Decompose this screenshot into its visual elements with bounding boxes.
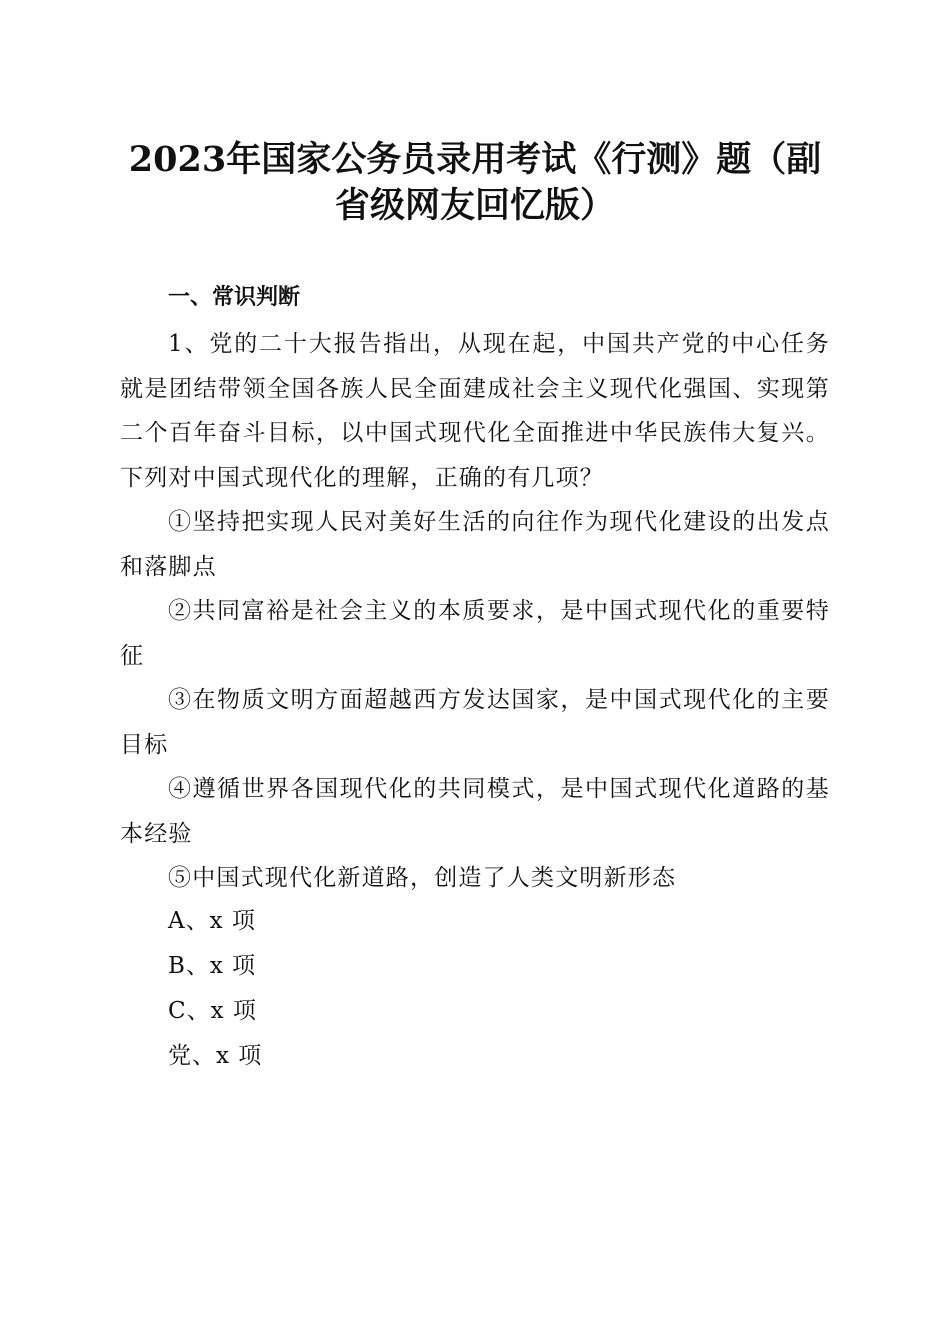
statement-item-5: ⑤中国式现代化新道路，创造了人类文明新形态 [168, 865, 677, 891]
statement-item [120, 856, 830, 901]
statement-item [120, 500, 830, 589]
document-title-line-1: 2023年国家公务员录用考试《行测》题（副 [128, 139, 822, 180]
statement-item-2: ②共同富裕是社会主义的本质要求，是中国式现代化的重要特征 [120, 598, 830, 669]
statement-item-3: ③在物质文明方面超越西方发达国家，是中国式现代化的主要目标 [120, 687, 830, 758]
answer-option-b: B、x 项 [168, 953, 257, 979]
statement-item [120, 678, 830, 767]
statement-item [120, 767, 830, 856]
statement-item-1: ①坚持把实现人民对美好生活的向往作为现代化建设的出发点和落脚点 [120, 509, 830, 580]
question-text: 1、党的二十大报告指出，从现在起，中国共产党的中心任务就是团结带领全国各族人民全面建成社会主义现代化强国、实现第二个百年奋斗目标，以中国式现代化全面推进中华民族伟大复兴。下列对中国式现代化的理解，正确的有几项？ [120, 331, 830, 491]
statement-item [120, 589, 830, 678]
section-heading: 一、常识判断 [168, 285, 301, 310]
answer-option-c: C、x 项 [168, 998, 257, 1024]
answer-option-d: 党、x 项 [168, 1043, 263, 1069]
answer-option-a: A、x 项 [168, 908, 256, 934]
question-stem [120, 322, 830, 500]
document-title-line-2: 省级网友回忆版） [334, 185, 615, 226]
statement-item-4: ④遵循世界各国现代化的共同模式，是中国式现代化道路的基本经验 [120, 776, 830, 847]
